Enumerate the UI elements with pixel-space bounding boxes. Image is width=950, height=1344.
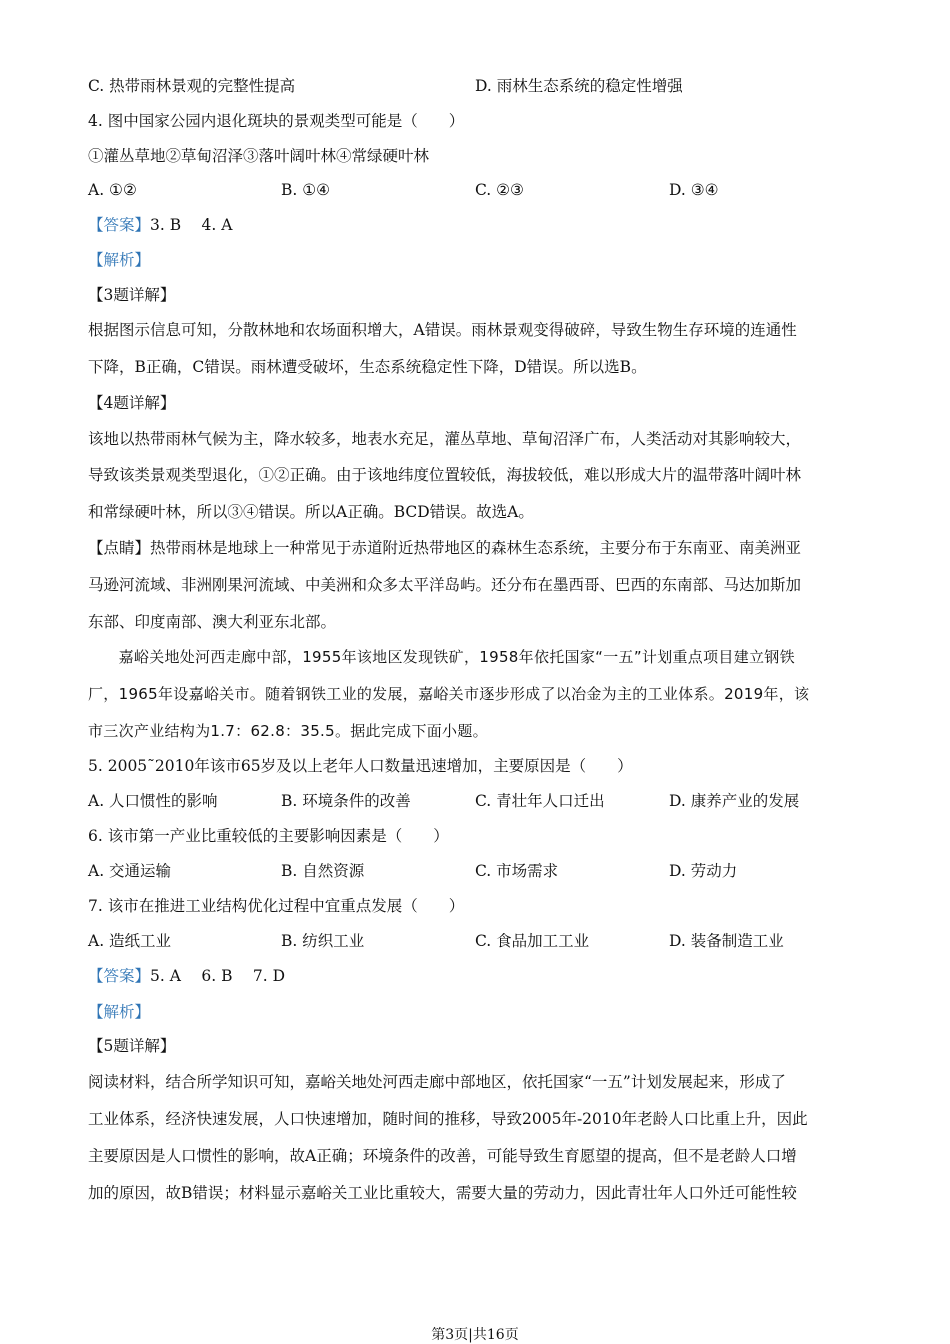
q6-option-b: B. 自然资源 <box>281 862 365 880</box>
q5-option-c: C. 青壮年人口迁出 <box>475 792 605 810</box>
detail4-line: 和常绿硬叶林，所以③④错误。所以A正确。BCD错误。故选A。 <box>88 503 534 521</box>
answer-tag: 【答案】 <box>88 216 151 234</box>
dianjing-line: 东部、印度南部、澳大利亚东北部。 <box>88 613 337 631</box>
q5-stem: 5. 2005˜2010年该市65岁及以上老年人口数量迅速增加，主要原因是（ ） <box>88 757 633 775</box>
detail3-title: 【3题详解】 <box>88 286 176 304</box>
dianjing-line: 马逊河流域、非洲刚果河流域、中美洲和众多太平洋岛屿。还分布在墨西哥、巴西的东南部、马达加斯加 <box>88 576 802 594</box>
detail3-line: 根据图示信息可知，分散林地和农场面积增大，A错误。雨林景观变得破碎，导致生物生存环境的连通性 <box>88 321 797 339</box>
page-number: 第3页|共16页 <box>431 1327 519 1343</box>
answer-tag: 【答案】 <box>88 967 151 985</box>
q4-option-d: D. ③④ <box>669 181 719 199</box>
q7-option-b: B. 纺织工业 <box>281 932 365 950</box>
q5-option-a: A. 人口惯性的影响 <box>88 792 218 810</box>
detail5-line: 工业体系，经济快速发展，人口快速增加，随时间的推移，导致2005年-2010年老龄人口比重上升，因此 <box>88 1110 808 1128</box>
q6-option-a: A. 交通运输 <box>88 862 172 880</box>
q4-option-b: B. ①④ <box>281 181 331 199</box>
q7-option-c: C. 食品加工工业 <box>475 932 590 950</box>
analysis-tag: 【解析】 <box>88 1003 151 1021</box>
q7-option-d: D. 装备制造工业 <box>669 932 784 950</box>
material-line: 嘉峪关地处河西走廊中部，1955年该地区发现铁矿，1958年依托国家“一五”计划重点项目建立钢铁 <box>88 648 795 666</box>
detail4-line: 该地以热带雨林气候为主，降水较多，地表水充足，灌丛草地、草甸沼泽广布，人类活动对其影响较大， <box>88 430 802 448</box>
detail5-line: 加的原因，故B错误；材料显示嘉峪关工业比重较大，需要大量的劳动力，因此青壮年人口外迁可能性较 <box>88 1184 797 1202</box>
detail5-line: 阅读材料，结合所学知识可知，嘉峪关地处河西走廊中部地区，依托国家“一五”计划发展起来，形成了 <box>88 1073 786 1091</box>
q5-option-b: B. 环境条件的改善 <box>281 792 411 810</box>
q3-option-c: C. 热带雨林景观的完整性提高 <box>88 77 296 95</box>
q4-stem: 4. 图中国家公园内退化斑块的景观类型可能是（ ） <box>88 112 465 130</box>
detail4-title: 【4题详解】 <box>88 394 176 412</box>
q3-option-d: D. 雨林生态系统的稳定性增强 <box>475 77 683 95</box>
q6-stem: 6. 该市第一产业比重较低的主要影响因素是（ ） <box>88 827 449 845</box>
q5-option-d: D. 康养产业的发展 <box>669 792 800 810</box>
q7-option-a: A. 造纸工业 <box>88 932 172 950</box>
dianjing-text: 热带雨林是地球上一种常见于赤道附近热带地区的森林生态系统，主要分布于东南亚、南美洲亚 <box>150 539 802 557</box>
answer-2 <box>88 966 285 986</box>
q4-items: ①灌丛草地②草甸沼泽③落叶阔叶林④常绿硬叶林 <box>88 147 430 165</box>
dianjing-tag: 【点睛】 <box>88 539 151 557</box>
q6-option-c: C. 市场需求 <box>475 862 559 880</box>
detail5-title: 【5题详解】 <box>88 1037 176 1055</box>
q4-option-c: C. ②③ <box>475 181 524 199</box>
material-line: 厂，1965年设嘉峪关市。随着钢铁工业的发展，嘉峪关市逐步形成了以冶金为主的工业体系。2019年，该 <box>88 685 810 703</box>
answer-text: 3. B 4. A <box>150 216 233 234</box>
q6-option-d: D. 劳动力 <box>669 862 738 880</box>
dianjing-line <box>88 538 801 558</box>
analysis-tag: 【解析】 <box>88 251 151 269</box>
answer-1 <box>88 215 232 235</box>
material-line: 市三次产业结构为1.7：62.8：35.5。据此完成下面小题。 <box>88 722 488 740</box>
detail5-line: 主要原因是人口惯性的影响，故A正确；环境条件的改善，可能导致生育愿望的提高，但不是老龄人口增 <box>88 1147 797 1165</box>
answer-text: 5. A 6. B 7. D <box>150 967 286 985</box>
detail3-line: 下降，B正确，C错误。雨林遭受破坏，生态系统稳定性下降，D错误。所以选B。 <box>88 358 647 376</box>
q4-option-a: A. ①② <box>88 181 137 199</box>
detail4-line: 导致该类景观类型退化，①②正确。由于该地纬度位置较低，海拔较低，难以形成大片的温带落叶阔叶林 <box>88 466 802 484</box>
q7-stem: 7. 该市在推进工业结构优化过程中宜重点发展（ ） <box>88 897 465 915</box>
